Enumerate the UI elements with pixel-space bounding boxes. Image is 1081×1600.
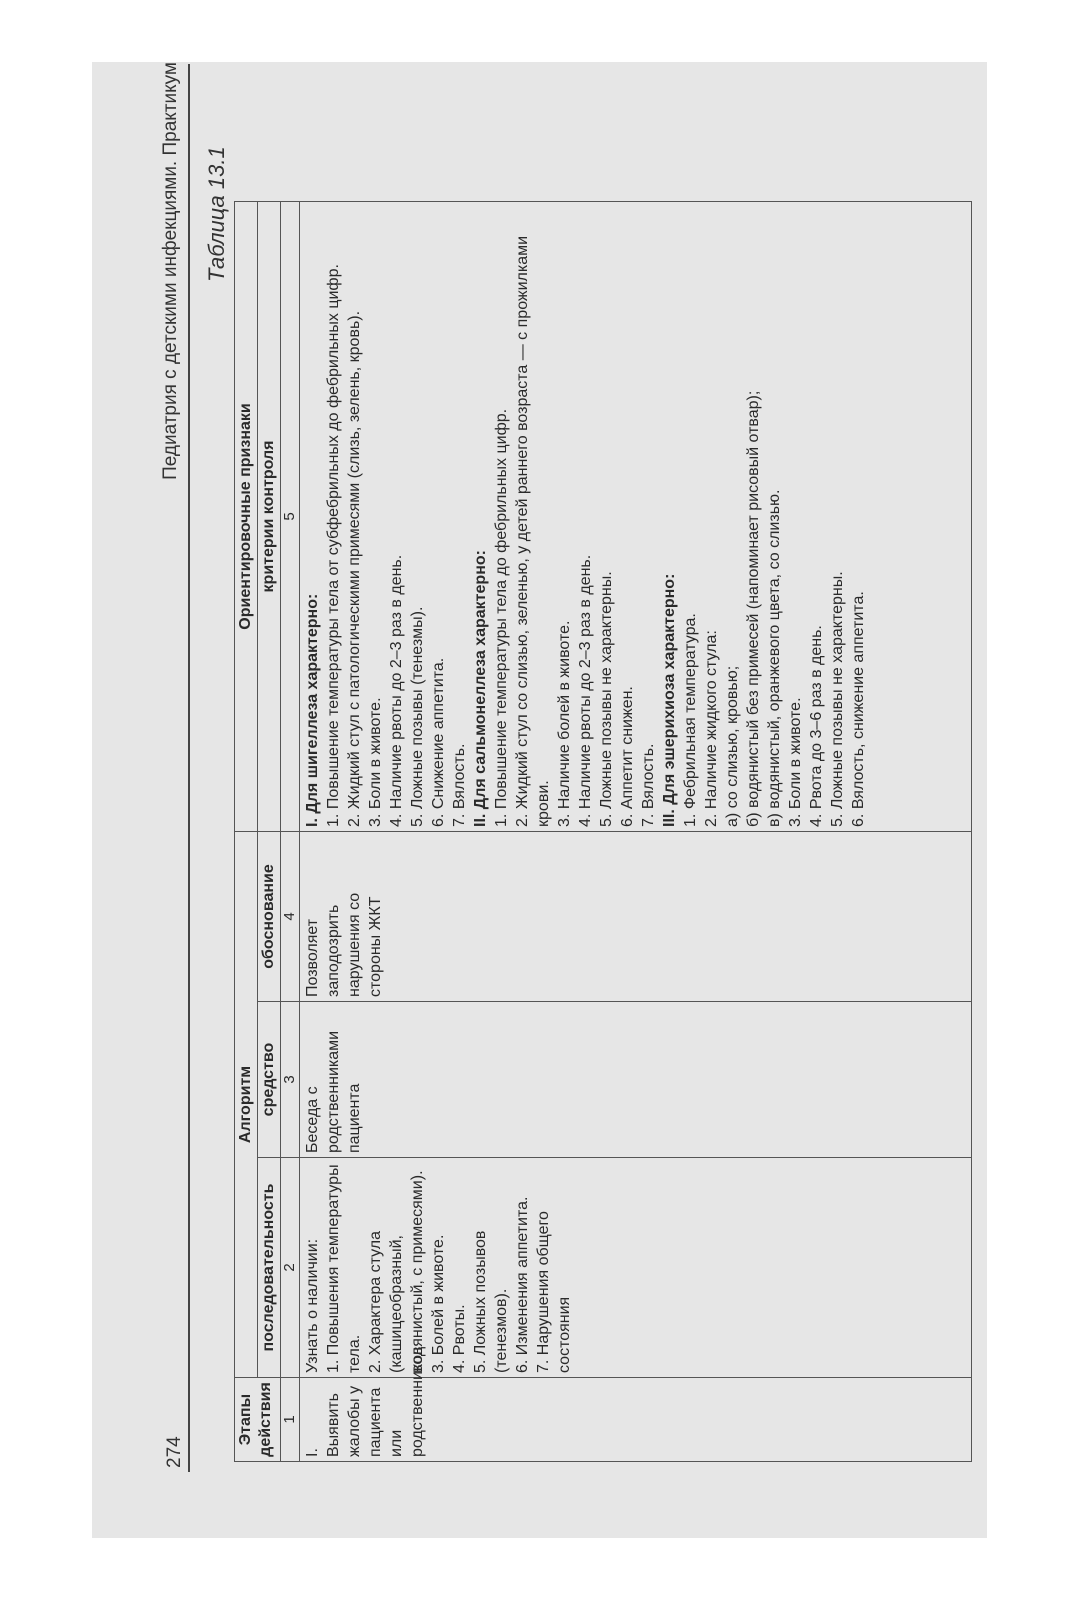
cell-stage: I. Выявить жалобы у пациента или родственников: [300, 1378, 972, 1462]
header-sequence: последовательность: [258, 1158, 281, 1378]
criteria-line: б) водянистый без примесей (напоминает рисовый отвар);: [745, 390, 762, 827]
page-number: 274: [164, 1436, 185, 1468]
cell-criteria: [300, 201, 972, 831]
criteria-heading: I. Для шигеллеза характерно:: [304, 593, 321, 827]
criteria-line: 3. Боли в животе.: [367, 697, 384, 827]
sequence-line: Узнать о наличии:: [304, 1238, 321, 1373]
running-head: [160, 62, 182, 962]
criteria-line: 4. Наличие рвоты до 2–3 раз в день.: [577, 554, 594, 827]
criteria-line: 5. Ложные позывы не характерны.: [598, 571, 615, 827]
sequence-line: 1. Повышения температуры тела.: [325, 1164, 363, 1373]
criteria-line: 2. Жидкий стул со слизью, зеленью, у детей раннего возраста — с прожилками крови.: [514, 235, 552, 827]
criteria-line: 2. Жидкий стул с патологическими примесями (слизь, зелень, кровь).: [346, 310, 363, 827]
criteria-line: 7. Вялость.: [451, 743, 468, 827]
cell-means: Беседа с родственниками пациента: [300, 1002, 972, 1158]
table-row: [300, 201, 972, 1461]
header-row-sub: [258, 201, 281, 1461]
header-stages: Этапы действия: [235, 1378, 281, 1462]
criteria-line: 7. Вялость.: [640, 743, 657, 827]
header-algorithm: Алгоритм: [235, 831, 258, 1377]
scanned-page-frame: [92, 62, 987, 1538]
header-indicators: Ориентировочные признаки: [235, 201, 258, 831]
sequence-line: 2. Характера стула (кашицеобразный, водянистый, с примесями).: [367, 1170, 426, 1373]
criteria-line: 5. Ложные позывы не характерны.: [829, 571, 846, 827]
criteria-line: 6. Вялость, снижение аппетита.: [850, 591, 867, 827]
criteria-line: 1. Повышение температуры тела от субфебрильных до фебрильных цифр.: [325, 264, 342, 827]
criteria-line: 6. Аппетит снижен.: [619, 686, 636, 827]
criteria-line: 4. Наличие рвоты до 2–3 раз в день.: [388, 554, 405, 827]
header-row-top: [235, 201, 258, 1461]
criteria-line: 1. Фебрильная температура.: [682, 613, 699, 827]
criteria-heading: II. Для сальмонеллеза характерно:: [472, 550, 489, 827]
criteria-line: 6. Снижение аппетита.: [430, 657, 447, 827]
column-number: 5: [281, 201, 300, 831]
cell-rationale: Позволяет заподозрить нарушения со стороны ЖКТ: [300, 831, 972, 1001]
criteria-line: 4. Рвота до 3–6 раз в день.: [808, 625, 825, 827]
criteria-line: 3. Наличие болей в животе.: [556, 620, 573, 827]
column-number-row: [281, 201, 300, 1461]
header-means: средство: [258, 1002, 281, 1158]
column-number: 4: [281, 831, 300, 1001]
header-criteria: критерии контроля: [258, 201, 281, 831]
criteria-line: 2. Наличие жидкого стула:: [703, 630, 720, 827]
criteria-line: 5. Ложные позывы (тенезмы).: [409, 606, 426, 827]
criteria-heading: III. Для эшерихиоза характерно:: [661, 573, 678, 827]
sequence-line: 5. Ложных позывов (тенезмов).: [472, 1230, 510, 1373]
running-title: Педиатрия с детскими инфекциями. Практикум: [160, 62, 181, 480]
criteria-line: а) со слизью, кровью;: [724, 665, 741, 827]
sequence-line: 7. Нарушения общего состояния: [535, 1211, 573, 1373]
table-caption: Таблица 13.1: [204, 146, 229, 282]
column-number: 2: [281, 1158, 300, 1378]
sequence-line: 6. Изменения аппетита.: [514, 1196, 531, 1373]
data-table: [234, 201, 972, 1462]
sequence-line: 4. Рвоты.: [451, 1304, 468, 1373]
header-rule: [188, 64, 190, 1472]
criteria-line: 1. Повышение температуры тела до фебрильных цифр.: [493, 408, 510, 827]
book-page: [92, 62, 987, 1538]
criteria-line: 3. Боли в животе.: [787, 697, 804, 827]
header-rationale: обоснование: [258, 831, 281, 1001]
sequence-line: 3. Болей в животе.: [430, 1234, 447, 1373]
cell-sequence: [300, 1158, 972, 1378]
column-number: 3: [281, 1002, 300, 1158]
criteria-line: в) водянистый, оранжевого цвета, со слизью.: [766, 489, 783, 827]
column-number: 1: [281, 1378, 300, 1462]
